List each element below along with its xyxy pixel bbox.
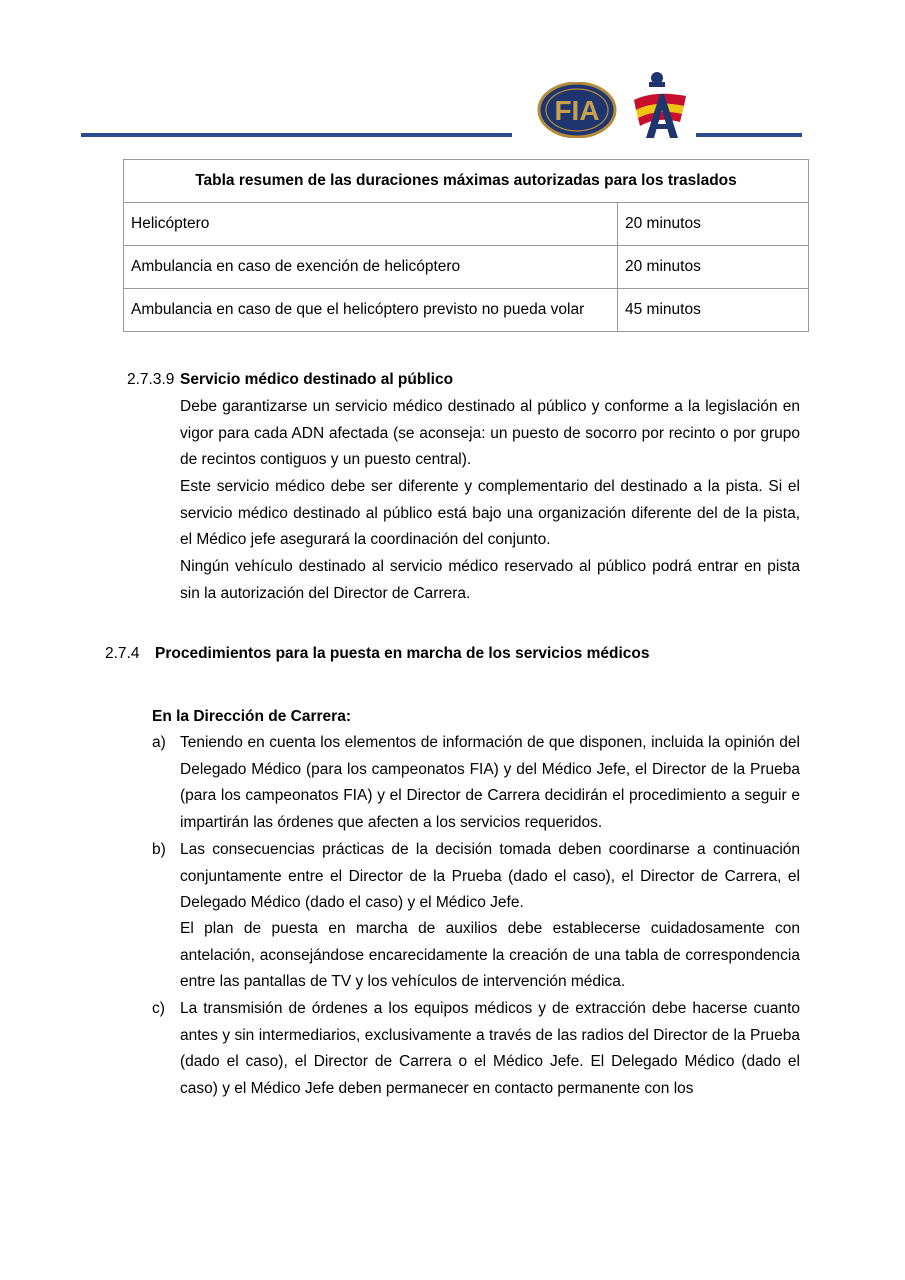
list-marker: b) (152, 841, 166, 858)
table-cell-value: 20 minutos (618, 203, 809, 246)
fia-logo (537, 82, 617, 138)
section-title: Procedimientos para la puesta en marcha de los servicios médicos (155, 645, 650, 662)
table-cell-label: Ambulancia en caso de exención de helicóptero (124, 246, 618, 289)
table-row (124, 203, 809, 246)
list-item: Teniendo en cuenta los elementos de información de que disponen, incluida la opinión del Delegado Médico (para los campeonatos FIA) y del Médico Jefe, el Director de la Prueba (para los campeonatos FIA) y el Director de Carrera decidirán el procedimiento a seguir e impartirán las órdenes que afecten a los servicios requeridos. (180, 734, 800, 831)
table-header-row (124, 160, 809, 203)
section-number: 2.7.4 (105, 645, 140, 662)
rfeda-logo (624, 70, 690, 140)
table-row (124, 246, 809, 289)
paragraph: Ningún vehículo destinado al servicio médico reservado al público podrá entrar en pista sin la autorización del Director de Carrera. (180, 558, 800, 602)
table-cell-label: Helicóptero (124, 203, 618, 246)
section-title: Servicio médico destinado al público (180, 371, 454, 388)
table-cell-label: Ambulancia en caso de que el helicóptero previsto no pueda volar (124, 289, 618, 332)
section-number: 2.7.3.9 (127, 371, 175, 388)
list-item-continuation: El plan de puesta en marcha de auxilios debe establecerse cuidadosamente con antelación, aconsejándose encarecidamente la creación de una tabla de correspondencia entre las pantallas de TV y los vehículos de intervención médica. (180, 920, 800, 990)
fia-logo-text: FIA (554, 95, 600, 126)
paragraph: Este servicio médico debe ser diferente y complementario del destinado a la pista. Si el servicio médico destinado al público está bajo una organización diferente del de la pista, el Médico jefe asegurará la coordinación del conjunto. (180, 478, 800, 548)
list-item: La transmisión de órdenes a los equipos médicos y de extracción debe hacerse cuanto antes y sin intermediarios, exclusivamente a través de las radios del Director de la Prueba (dado el caso), el Director de Carrera o el Médico Jefe. El Delegado Médico (dado el caso) y el Médico Jefe deben permanecer en contacto permanente con los (180, 1000, 800, 1097)
header-rule-right (696, 133, 802, 137)
paragraph: Debe garantizarse un servicio médico destinado al público y conforme a la legislación en vigor para cada ADN afectada (se aconseja: un puesto de socorro por recinto o por grupo de recintos contiguos y un puesto central). (180, 398, 800, 468)
table-row (124, 289, 809, 332)
table-cell-value: 20 minutos (618, 246, 809, 289)
list-marker: a) (152, 734, 166, 751)
subheading: En la Dirección de Carrera: (152, 708, 351, 725)
header-rule-left (81, 133, 512, 137)
list-item: Las consecuencias prácticas de la decisión tomada deben coordinarse a continuación conjuntamente entre el Director de la Prueba (dado el caso), el Director de Carrera, el Delegado Médico (dado el caso) y el Médico Jefe. (180, 841, 800, 911)
table-cell-value: 45 minutos (618, 289, 809, 332)
duration-summary-table (123, 159, 809, 332)
table-title: Tabla resumen de las duraciones máximas autorizadas para los traslados (124, 160, 809, 203)
list-marker: c) (152, 1000, 165, 1017)
